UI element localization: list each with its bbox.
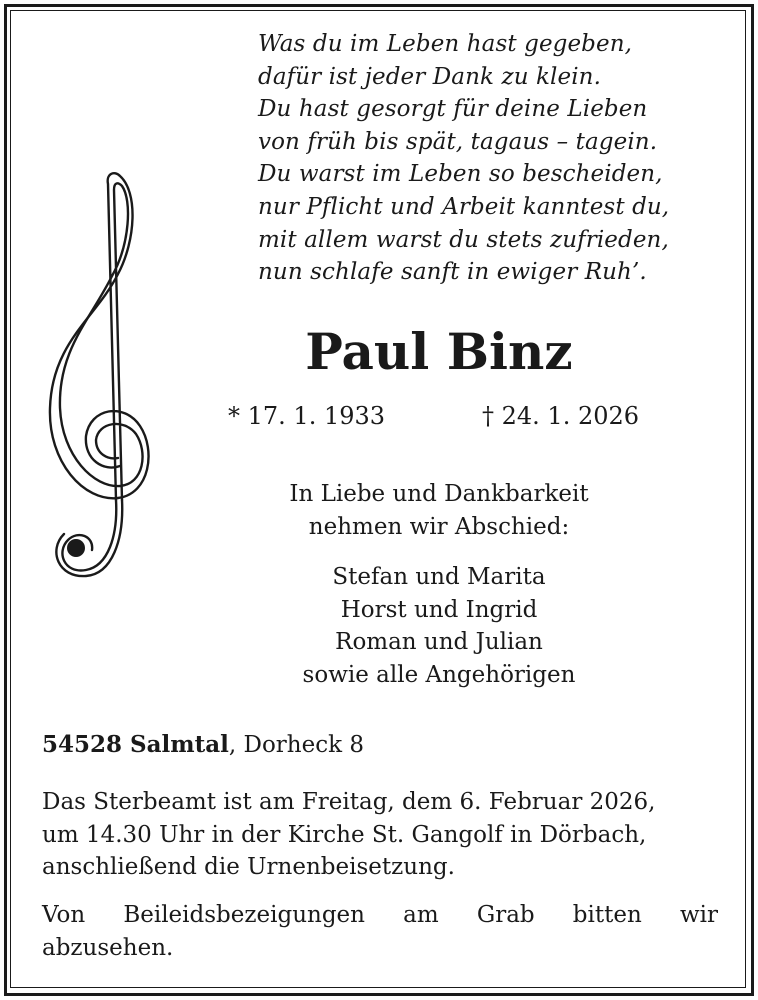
deceased-name: Paul Binz <box>305 322 573 381</box>
farewell-text <box>200 478 678 543</box>
poem-line: mit allem warst du stets zufrieden, <box>258 226 669 253</box>
address-street: , Dorheck 8 <box>228 732 364 758</box>
service-line: anschließend die Urnenbeisetzung. <box>42 854 455 880</box>
note-line: abzusehen. <box>42 934 174 961</box>
condolence-note <box>42 899 718 964</box>
farewell-line: nehmen wir Abschied: <box>308 513 570 540</box>
poem-line: nur Pflicht und Arbeit kanntest du, <box>258 193 670 220</box>
mourners-list <box>200 561 678 691</box>
poem-line: dafür ist jeder Dank zu klein. <box>258 63 602 90</box>
poem-line: Du hast gesorgt für deine Lieben <box>258 96 648 123</box>
mourner: sowie alle Angehörigen <box>302 661 576 688</box>
mourner: Horst und Ingrid <box>340 596 538 623</box>
poem-line: Was du im Leben hast gegeben, <box>258 31 633 57</box>
birth-date: * 17. 1. 1933 <box>228 402 386 430</box>
service-info <box>42 786 718 884</box>
service-line: um 14.30 Uhr in der Kirche St. Gangolf in Dörbach, <box>42 821 647 848</box>
service-line: Das Sterbeamt ist am Freitag, dem 6. Februar 2026, <box>42 789 656 815</box>
mourner: Stefan und Marita <box>332 564 546 590</box>
note-line: Von Beileidsbezeigungen am Grab bitten wir <box>42 902 718 928</box>
address <box>42 729 364 761</box>
poem-line: von früh bis spät, tagaus – tagein. <box>258 128 658 155</box>
poem-line: nun schlafe sanft in ewiger Ruh’. <box>258 259 647 286</box>
address-city: 54528 Salmtal <box>42 731 229 758</box>
death-date: † 24. 1. 2026 <box>482 402 640 430</box>
mourner: Roman und Julian <box>335 629 543 655</box>
poem <box>258 28 728 289</box>
poem-line: Du warst im Leben so bescheiden, <box>258 161 663 188</box>
farewell-line: In Liebe und Dankbarkeit <box>289 481 589 507</box>
